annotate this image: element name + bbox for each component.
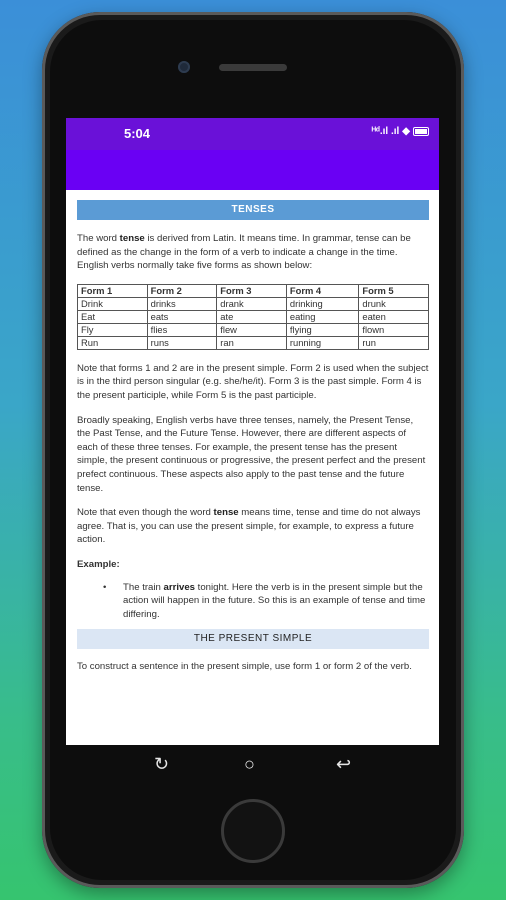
table-cell: ran — [217, 336, 287, 349]
table-cell: Fly — [78, 323, 148, 336]
screen — [66, 118, 439, 745]
table-cell: drinking — [286, 297, 358, 310]
example-text: The train arrives tonight. Here the verb is in the present simple but the action will happen in the future. So this is an example of tense and time differing. — [123, 581, 426, 620]
lesson-content[interactable] — [66, 190, 439, 674]
bullet-icon: • — [103, 581, 107, 593]
tenses-paragraph: Broadly speaking, English verbs have three tenses, namely, the Present Tense, the Past Tense, and the Future Tense. However, there are different aspects of each of these three tenses. For example, the present tense has the present simple, the present continuous or progressive, the present perfect and the present prefect continuous. These aspects also apply to the past tense and the future tense. — [77, 414, 426, 494]
app-bar — [66, 150, 439, 190]
column-header: Form 5 — [359, 284, 429, 297]
present-simple-paragraph: To construct a sentence in the present simple, use form 1 or form 2 of the verb. — [77, 661, 412, 673]
table-cell: flew — [217, 323, 287, 336]
table-cell: flying — [286, 323, 358, 336]
table-row — [78, 297, 429, 310]
signal-icon: ᴴᵈ.ıl .ıl — [371, 126, 400, 137]
column-header: Form 4 — [286, 284, 358, 297]
earpiece-speaker — [219, 64, 287, 71]
status-time: 5:04 — [124, 126, 151, 141]
status-bar — [66, 118, 439, 150]
home-nav-icon[interactable]: ○ — [244, 754, 255, 774]
table-row — [78, 323, 429, 336]
section-heading: THE PRESENT SIMPLE — [77, 629, 429, 649]
battery-icon — [413, 127, 429, 136]
table-row — [78, 336, 429, 349]
navigation-bar — [66, 746, 439, 784]
table-cell: drank — [217, 297, 287, 310]
column-header: Form 2 — [147, 284, 217, 297]
page-title: TENSES — [77, 200, 429, 220]
table-cell: eaten — [359, 310, 429, 323]
example-label: Example: — [77, 558, 120, 570]
table-cell: drinks — [147, 297, 217, 310]
list-item — [77, 581, 429, 622]
front-camera — [178, 61, 190, 73]
table-cell: running — [286, 336, 358, 349]
table-cell: runs — [147, 336, 217, 349]
table-header-row — [78, 284, 429, 297]
table-cell: Eat — [78, 310, 148, 323]
column-header: Form 1 — [78, 284, 148, 297]
forms-note-paragraph: Note that forms 1 and 2 are in the present simple. Form 2 is used when the subject is in the third person singular (e.g. she/he/it). Form 3 is the past simple. Form 4 is the present participle, while Form 5 is the past participle. — [77, 362, 429, 401]
back-icon[interactable]: ↩ — [336, 754, 352, 774]
table-cell: Drink — [78, 297, 148, 310]
recents-icon[interactable]: ↻ — [154, 754, 170, 774]
table-cell: eating — [286, 310, 358, 323]
table-row — [78, 310, 429, 323]
intro-paragraph: The word tense is derived from Latin. It means time. In grammar, tense can be defined as the change in the form of a verb to indicate a change in the time. English verbs normally take five forms as shown below: — [77, 233, 411, 272]
tense-time-paragraph: Note that even though the word tense means time, tense and time do not always agree. That is, you can use the present simple, for example, to express a future action. — [77, 507, 421, 546]
table-cell: Run — [78, 336, 148, 349]
signal-icons — [372, 126, 429, 137]
column-header: Form 3 — [217, 284, 287, 297]
table-cell: run — [359, 336, 429, 349]
table-cell: ate — [217, 310, 287, 323]
table-cell: flies — [147, 323, 217, 336]
verb-forms-table — [77, 284, 429, 350]
table-cell: drunk — [359, 297, 429, 310]
home-button[interactable] — [221, 799, 285, 863]
wifi-icon: ◆ — [402, 126, 410, 137]
table-cell: flown — [359, 323, 429, 336]
table-cell: eats — [147, 310, 217, 323]
